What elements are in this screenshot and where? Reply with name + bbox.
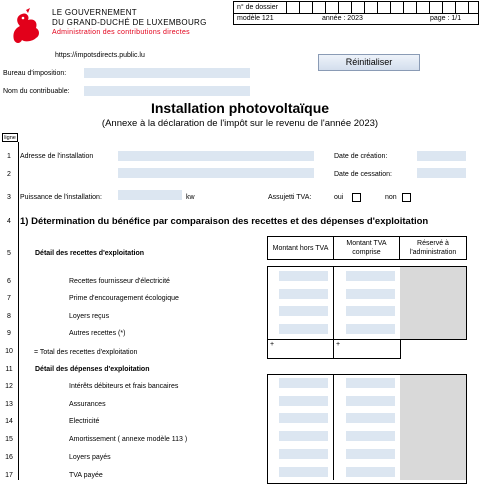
bureau-label: Bureau d'imposition: — [3, 70, 67, 77]
depense-item: TVA payée — [69, 472, 103, 479]
line-number: 9 — [7, 330, 11, 337]
line-number: 14 — [5, 418, 13, 425]
line-number: 11 — [5, 366, 13, 373]
depense-hors-tva-input[interactable] — [279, 413, 328, 423]
depense-item: Amortissement ( annexe modèle 113 ) — [69, 436, 188, 443]
luxembourg-lion-logo — [6, 6, 46, 46]
recette-hors-tva-input[interactable] — [279, 306, 328, 316]
ligne-column-border — [18, 142, 19, 480]
line-number: 16 — [5, 454, 13, 461]
adresse-input-2[interactable] — [118, 168, 314, 178]
website-url[interactable]: https://impotsdirects.public.lu — [55, 52, 145, 59]
line-number: 10 — [5, 348, 13, 355]
recette-item: Recettes fournisseur d'électricité — [69, 278, 170, 285]
line-number: 13 — [5, 401, 13, 408]
depense-tva-input[interactable] — [346, 396, 395, 406]
puissance-input[interactable] — [118, 190, 182, 200]
line-number: 17 — [5, 472, 13, 479]
depense-tva-input[interactable] — [346, 413, 395, 423]
line-number: 1 — [7, 153, 11, 160]
line-number: 7 — [7, 295, 11, 302]
line-number: 3 — [7, 194, 11, 201]
total-tva-plus: + — [336, 341, 341, 348]
depense-item: Loyers payés — [69, 454, 111, 461]
dossier-number-field[interactable] — [286, 2, 478, 13]
dossier-label: n° de dossier — [237, 4, 278, 11]
tva-label: Assujetti TVA: — [268, 194, 312, 201]
total-row-box — [267, 339, 401, 359]
depense-hors-tva-input[interactable] — [279, 396, 328, 406]
oui-checkbox[interactable] — [352, 193, 361, 202]
line-number: 4 — [7, 218, 11, 225]
recettes-admin-cell — [400, 267, 466, 339]
recettes-title: Détail des recettes d'exploitation — [35, 250, 145, 257]
depense-tva-input[interactable] — [346, 467, 395, 477]
date-cessation-input[interactable] — [417, 168, 466, 178]
recette-hors-tva-input[interactable] — [279, 271, 328, 281]
line-number: 5 — [7, 250, 11, 257]
depense-hors-tva-input[interactable] — [279, 378, 328, 388]
depense-tva-input[interactable] — [346, 449, 395, 459]
dossier-box — [233, 1, 479, 25]
gov-line2: DU GRAND-DUCHÉ DE LUXEMBOURG — [52, 18, 207, 27]
col-header-reserve: Réservé à l'administration — [399, 236, 467, 260]
recette-tva-input[interactable] — [346, 306, 395, 316]
depense-item: Electricité — [69, 418, 100, 425]
page-title: Installation photovoltaïque — [150, 100, 330, 116]
depense-hors-tva-input[interactable] — [279, 431, 328, 441]
total-recettes-label: = Total des recettes d'exploitation — [34, 349, 138, 356]
section1-title: 1) Détermination du bénéfice par comparaison des recettes et des dépenses d'exploitation — [20, 216, 429, 227]
page-label: page : 1/1 — [430, 15, 462, 22]
adresse-label: Adresse de l'installation — [20, 153, 94, 160]
contribuable-input[interactable] — [84, 86, 250, 96]
recette-tva-input[interactable] — [346, 289, 395, 299]
line-number: 15 — [5, 436, 13, 443]
depense-tva-input[interactable] — [346, 431, 395, 441]
depenses-admin-cell — [400, 375, 466, 480]
date-creation-label: Date de création: — [334, 153, 388, 160]
line-number: 8 — [7, 313, 11, 320]
oui-label: oui — [334, 194, 344, 201]
page-subtitle: (Annexe à la déclaration de l'impôt sur le revenu de l'année 2023) — [101, 118, 379, 129]
depense-item: Intérêts débiteurs et frais bancaires — [69, 383, 179, 390]
col-header-tva-comprise: Montant TVA comprise — [333, 236, 400, 260]
line-number: 6 — [7, 278, 11, 285]
recette-hors-tva-input[interactable] — [279, 324, 328, 334]
non-label: non — [385, 194, 397, 201]
annee-label: année : 2023 — [322, 15, 363, 22]
col-header-hors-tva: Montant hors TVA — [267, 236, 334, 260]
recette-item: Loyers reçus — [69, 313, 110, 320]
total-hors-tva-plus: + — [270, 341, 275, 348]
recette-item: Prime d'encouragement écologique — [69, 295, 179, 302]
bureau-input[interactable] — [84, 68, 250, 78]
date-cessation-label: Date de cessation: — [334, 171, 392, 178]
date-creation-input[interactable] — [417, 151, 466, 161]
government-name — [52, 8, 207, 38]
kw-unit: kw — [186, 194, 195, 201]
depense-hors-tva-input[interactable] — [279, 467, 328, 477]
ligne-header: ligne — [2, 133, 18, 142]
depense-tva-input[interactable] — [346, 378, 395, 388]
recette-tva-input[interactable] — [346, 271, 395, 281]
depense-item: Assurances — [69, 401, 106, 408]
depenses-title: Détail des dépenses d'exploitation — [35, 366, 150, 373]
depense-hors-tva-input[interactable] — [279, 449, 328, 459]
line-number: 2 — [7, 171, 11, 178]
gov-line1: LE GOUVERNEMENT — [52, 8, 137, 17]
modele-label: modèle 121 — [237, 15, 274, 22]
puissance-label: Puissance de l'installation: — [20, 194, 102, 201]
reset-button[interactable] — [318, 54, 420, 71]
gov-line3: Administration des contributions directes — [52, 29, 190, 36]
contribuable-label: Nom du contribuable: — [3, 88, 70, 95]
reset-button-label: Réinitialiser — [345, 57, 393, 67]
recette-item: Autres recettes (*) — [69, 330, 126, 337]
recette-hors-tva-input[interactable] — [279, 289, 328, 299]
line-number: 12 — [5, 383, 13, 390]
recette-tva-input[interactable] — [346, 324, 395, 334]
adresse-input-1[interactable] — [118, 151, 314, 161]
non-checkbox[interactable] — [402, 193, 411, 202]
